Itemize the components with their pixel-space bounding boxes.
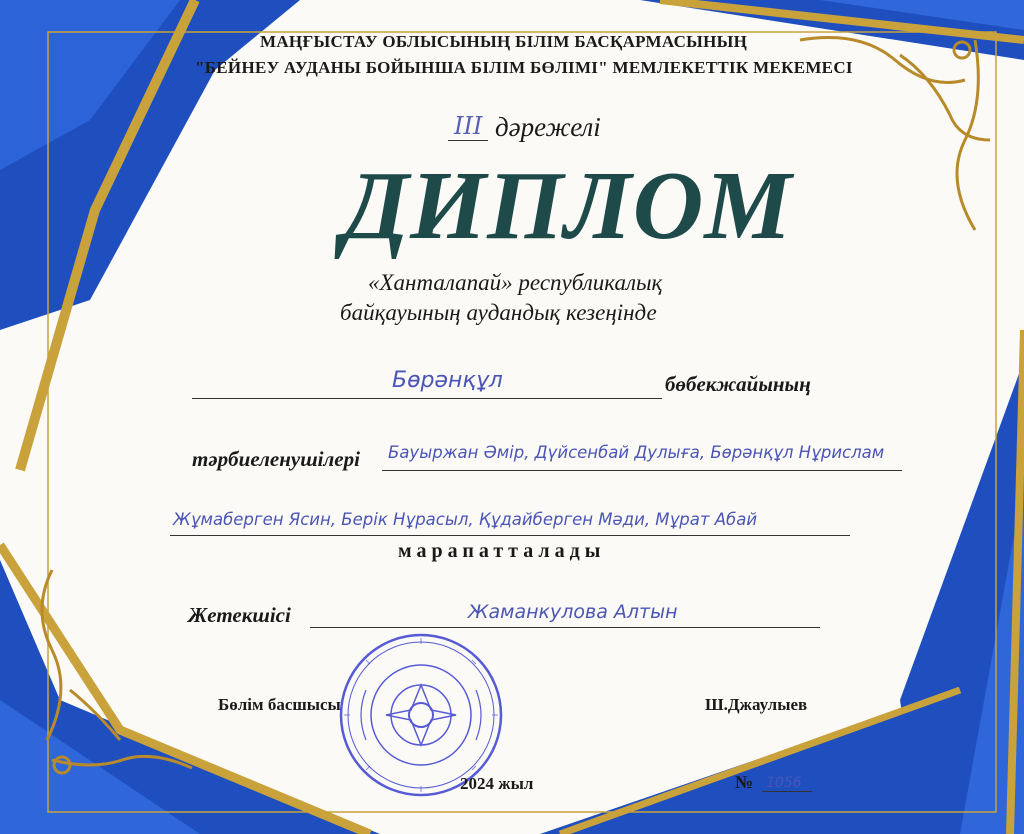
head-name: Ш.Джаулыев (705, 695, 808, 714)
pupils-label: тәрбиеленушілері (192, 447, 360, 471)
pupils-line-1: Бауыржан Әмір, Дүйсенбай Дулыға, Бөрәнқұл Нұрислам (388, 443, 885, 462)
pupils-line-2: Жұмаберген Ясин, Берік Нұрасыл, Құдайберген Мәди, Мұрат Абай (173, 510, 758, 529)
pupils-underline-2 (170, 535, 850, 536)
degree-label: дәрежелі (495, 112, 601, 142)
subtitle-line-2: байқауының аудандық кезеңінде (340, 300, 657, 325)
number-value: 1056 (762, 775, 812, 792)
head-label: Бөлім басшысы (218, 695, 341, 714)
kindergarten-name: Бөрәнқұл (392, 368, 503, 393)
supervisor-name: Жаманкулова Алтын (468, 601, 678, 623)
number-label: № (735, 772, 754, 792)
year-text: 2024 жыл (460, 774, 534, 793)
diploma-title: ДИПЛОМ (342, 152, 793, 260)
header-line-2: "БЕЙНЕУ АУДАНЫ БОЙЫНША БІЛІМ БӨЛІМІ" МЕМЛЕКЕТТІК МЕКЕМЕСІ (195, 58, 853, 77)
awarded-text: марапатталады (398, 540, 606, 562)
subtitle-line-1: «Ханталапай» республикалық (368, 270, 663, 295)
kindergarten-suffix: бөбекжайының (665, 372, 811, 396)
kindergarten-underline (192, 398, 662, 399)
degree-value: III (448, 112, 488, 141)
supervisor-label: Жетекшісі (188, 603, 291, 627)
supervisor-underline (310, 627, 820, 628)
pupils-underline-1 (382, 470, 902, 471)
header-line-1: МАҢҒЫСТАУ ОБЛЫСЫНЫҢ БІЛІМ БАСҚАРМАСЫНЫҢ (260, 32, 748, 51)
